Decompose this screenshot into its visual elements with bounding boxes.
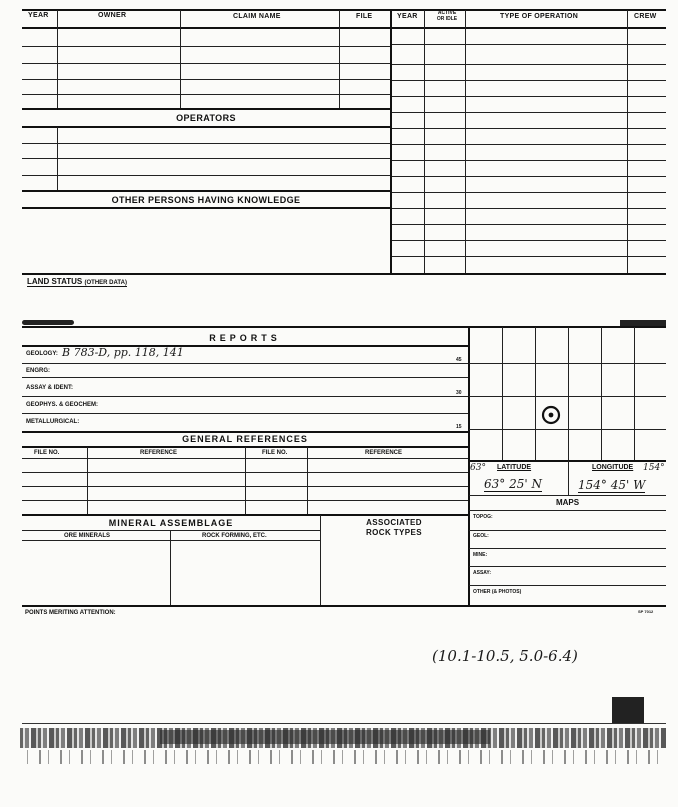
header-idle: OR IDLE: [436, 16, 458, 22]
maps-geol: GEOL:: [473, 533, 489, 539]
header-year: YEAR: [397, 13, 418, 20]
land-status-label: LAND STATUS: [27, 277, 83, 286]
longitude-label: LONGITUDE: [592, 464, 634, 471]
row-rule: [392, 144, 666, 145]
header-file: FILE: [356, 13, 373, 20]
header-type-of-operation: TYPE OF OPERATION: [500, 13, 579, 20]
points-meriting-attention: POINTS MERITING ATTENTION:: [25, 610, 116, 616]
row-rule: [392, 240, 666, 241]
row-rule: [22, 396, 468, 397]
scan-smudge: [22, 320, 74, 325]
row-rule: [22, 175, 390, 176]
engrg-label: ENGRG:: [26, 368, 50, 374]
row-rule: [22, 46, 390, 47]
grid-line: [469, 429, 666, 430]
row-rule: [22, 79, 390, 80]
associated-rock-types: [320, 518, 468, 538]
metallurgical-label: METALLURGICAL:: [26, 419, 80, 425]
header-active-idle: [430, 10, 464, 22]
row-rule: [392, 208, 666, 209]
row-rule: [22, 63, 390, 64]
grid-line: [535, 327, 536, 460]
row-rule: [469, 566, 666, 567]
gr-reference-1: REFERENCE: [140, 450, 178, 456]
row-rule: [22, 514, 468, 516]
top-rule: [22, 9, 390, 11]
row-rule: [22, 377, 468, 378]
row-rule: [22, 190, 390, 192]
geophys-label: GEOPHYS. & GEOCHEM:: [26, 402, 99, 408]
latitude-label: LATITUDE: [497, 464, 532, 471]
row-rule: [392, 44, 666, 45]
associated-line2: ROCK TYPES: [365, 528, 422, 537]
col-rule: [87, 447, 88, 514]
col-rule: [465, 10, 466, 274]
scan-noise-dots: [20, 750, 666, 764]
row-rule: [392, 224, 666, 225]
header-owner: OWNER: [98, 12, 127, 19]
handwritten-note: (10.1-10.5, 5.0-6.4): [432, 647, 578, 665]
maps-mine: MINE:: [473, 552, 488, 558]
geology-label: GEOLOGY:: [26, 351, 58, 357]
grid-line: [469, 363, 666, 364]
row-rule: [392, 256, 666, 257]
row-rule: [392, 112, 666, 113]
row-rule: [392, 160, 666, 161]
bottom-rule: [22, 273, 666, 275]
maps-top-rule: [469, 495, 666, 496]
col-rule: [57, 127, 58, 190]
divider-rule: [390, 9, 392, 274]
row-rule: [22, 94, 390, 95]
other-persons-rule: [22, 207, 390, 209]
reports-top-rule: [22, 326, 666, 328]
rock-forming-header: ROCK FORMING, ETC.: [202, 533, 267, 539]
gr-reference-2: REFERENCE: [365, 450, 403, 456]
report-num: 30: [456, 390, 462, 396]
maps-title: MAPS: [555, 498, 580, 507]
header-rule: [392, 27, 666, 29]
header-crew: CREW: [634, 13, 657, 20]
grid-line: [469, 396, 666, 397]
header-rule: [22, 27, 390, 29]
row-rule: [22, 363, 468, 364]
land-status: [27, 277, 127, 287]
maps-title-rule: [469, 510, 666, 511]
general-references-title: GENERAL REFERENCES: [182, 434, 308, 444]
grid-line: [634, 327, 635, 460]
assay-label: ASSAY & IDENT:: [26, 385, 74, 391]
mineral-assemblage-title: MINERAL ASSEMBLAGE: [108, 518, 234, 528]
col-rule: [180, 10, 181, 108]
row-rule: [392, 80, 666, 81]
gr-file-no-2: FILE NO.: [262, 450, 288, 456]
land-status-sub: (OTHER DATA): [84, 280, 127, 286]
grid-line: [568, 327, 569, 460]
lon-suffix: 154°: [643, 463, 665, 473]
col-rule: [245, 447, 246, 514]
row-rule: [469, 530, 666, 531]
operators-rule: [22, 126, 390, 128]
row-rule: [22, 413, 468, 414]
reports-title: REPORTS: [209, 333, 281, 343]
other-persons-title: OTHER PERSONS HAVING KNOWLEDGE: [111, 195, 301, 205]
row-rule: [22, 158, 390, 159]
col-rule: [339, 10, 340, 108]
col-rule: [627, 10, 628, 274]
header-active: ACTIVE: [437, 10, 457, 16]
row-rule: [392, 192, 666, 193]
latitude-value: 63° 25' N: [484, 477, 542, 491]
col-rule: [170, 531, 171, 605]
ma-header-rule: [22, 540, 320, 541]
lat-prefix: 63°: [470, 463, 486, 473]
longitude-value: 154° 45' W: [578, 478, 646, 492]
row-rule: [22, 431, 468, 433]
bottom-form-rule: [22, 605, 666, 607]
scan-edge-line: [22, 723, 666, 724]
row-rule: [392, 64, 666, 65]
col-rule: [57, 10, 58, 108]
col-rule: [424, 10, 425, 274]
associated-line1: ASSOCIATED: [366, 518, 422, 527]
row-rule: [392, 176, 666, 177]
maps-other: OTHER (& PHOTOS): [473, 589, 522, 595]
location-marker-icon: [540, 404, 562, 426]
header-year: YEAR: [28, 12, 49, 19]
row-rule: [22, 108, 390, 110]
row-rule: [22, 143, 390, 144]
grid-line: [601, 327, 602, 460]
report-num: 15: [456, 424, 462, 430]
header-claim-name: CLAIM NAME: [233, 13, 281, 20]
lat-lon-divider: [568, 461, 569, 495]
maps-topog: TOPOG:: [473, 514, 493, 520]
gr-file-no-1: FILE NO.: [34, 450, 60, 456]
ore-minerals-header: ORE MINERALS: [64, 533, 111, 539]
scan-smudge: [612, 697, 644, 723]
ma-title-rule: [22, 530, 320, 531]
report-num: 45: [456, 357, 462, 363]
row-rule: [469, 548, 666, 549]
row-rule: [392, 128, 666, 129]
row-rule: [469, 585, 666, 586]
row-rule: [392, 96, 666, 97]
grid-line: [502, 327, 503, 460]
operators-title: OPERATORS: [176, 113, 236, 123]
scan-dark-band: [160, 730, 490, 744]
maps-assay: ASSAY:: [473, 570, 492, 576]
geology-value: B 783-D, pp. 118, 141: [62, 346, 184, 359]
form-number: SP 7012: [638, 609, 654, 614]
col-rule: [307, 447, 308, 514]
